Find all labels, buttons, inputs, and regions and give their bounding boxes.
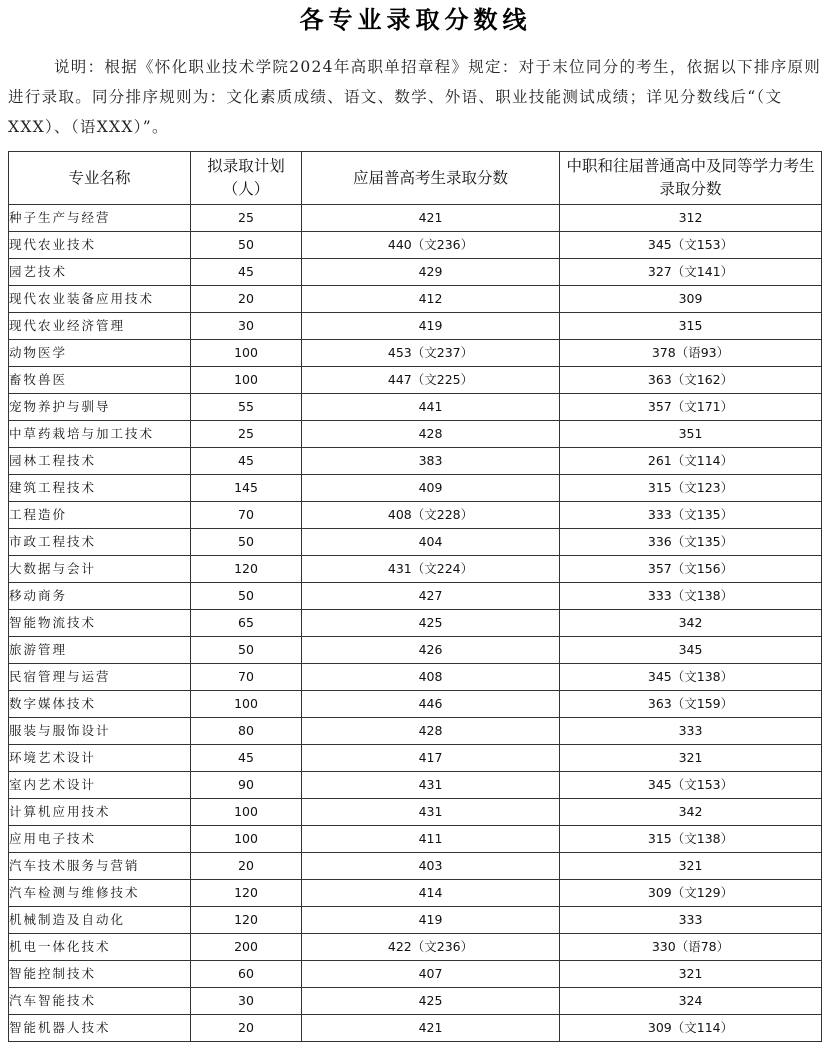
table-row xyxy=(9,880,822,907)
plan-count-cell: 45 xyxy=(191,259,302,286)
fresh-graduate-score-cell: 409 xyxy=(302,475,560,502)
fresh-graduate-score-cell: 447（文225） xyxy=(302,367,560,394)
major-name-cell: 计算机应用技术 xyxy=(9,799,191,826)
fresh-graduate-score-cell: 422（文236） xyxy=(302,934,560,961)
fresh-graduate-score-cell: 404 xyxy=(302,529,560,556)
fresh-graduate-score-cell: 417 xyxy=(302,745,560,772)
vocational-score-cell: 363（文162） xyxy=(560,367,822,394)
major-name-cell: 应用电子技术 xyxy=(9,826,191,853)
fresh-graduate-score-cell: 441 xyxy=(302,394,560,421)
fresh-graduate-score-cell: 425 xyxy=(302,610,560,637)
table-row xyxy=(9,853,822,880)
major-name-cell: 环境艺术设计 xyxy=(9,745,191,772)
fresh-graduate-score-cell: 429 xyxy=(302,259,560,286)
plan-count-cell: 100 xyxy=(191,826,302,853)
plan-count-cell: 70 xyxy=(191,664,302,691)
major-name-cell: 室内艺术设计 xyxy=(9,772,191,799)
vocational-score-cell: 333（文135） xyxy=(560,502,822,529)
fresh-graduate-score-cell: 440（文236） xyxy=(302,232,560,259)
header-fresh-graduate-score: 应届普高考生录取分数 xyxy=(302,152,560,205)
vocational-score-cell: 351 xyxy=(560,421,822,448)
table-row xyxy=(9,907,822,934)
table-row xyxy=(9,475,822,502)
table-row xyxy=(9,637,822,664)
vocational-score-cell: 315（文123） xyxy=(560,475,822,502)
vocational-score-cell: 342 xyxy=(560,799,822,826)
major-name-cell: 移动商务 xyxy=(9,583,191,610)
vocational-score-cell: 321 xyxy=(560,853,822,880)
plan-count-cell: 120 xyxy=(191,907,302,934)
table-row xyxy=(9,367,822,394)
major-name-cell: 数字媒体技术 xyxy=(9,691,191,718)
table-row xyxy=(9,826,822,853)
plan-count-cell: 30 xyxy=(191,988,302,1015)
fresh-graduate-score-cell: 412 xyxy=(302,286,560,313)
vocational-score-cell: 330（语78） xyxy=(560,934,822,961)
vocational-score-cell: 327（文141） xyxy=(560,259,822,286)
table-row xyxy=(9,448,822,475)
vocational-score-cell: 345（文153） xyxy=(560,772,822,799)
major-name-cell: 汽车检测与维修技术 xyxy=(9,880,191,907)
major-name-cell: 旅游管理 xyxy=(9,637,191,664)
major-name-cell: 民宿管理与运营 xyxy=(9,664,191,691)
vocational-score-cell: 315（文138） xyxy=(560,826,822,853)
vocational-score-cell: 378（语93） xyxy=(560,340,822,367)
table-row xyxy=(9,583,822,610)
plan-count-cell: 50 xyxy=(191,583,302,610)
table-row xyxy=(9,934,822,961)
major-name-cell: 畜牧兽医 xyxy=(9,367,191,394)
plan-count-cell: 50 xyxy=(191,232,302,259)
plan-count-cell: 55 xyxy=(191,394,302,421)
plan-count-cell: 20 xyxy=(191,286,302,313)
fresh-graduate-score-cell: 431 xyxy=(302,799,560,826)
fresh-graduate-score-cell: 446 xyxy=(302,691,560,718)
vocational-score-cell: 321 xyxy=(560,961,822,988)
plan-count-cell: 20 xyxy=(191,853,302,880)
vocational-score-cell: 357（文156） xyxy=(560,556,822,583)
vocational-score-cell: 309 xyxy=(560,286,822,313)
fresh-graduate-score-cell: 411 xyxy=(302,826,560,853)
fresh-graduate-score-cell: 421 xyxy=(302,205,560,232)
table-row xyxy=(9,961,822,988)
major-name-cell: 智能物流技术 xyxy=(9,610,191,637)
major-name-cell: 园艺技术 xyxy=(9,259,191,286)
major-name-cell: 种子生产与经营 xyxy=(9,205,191,232)
table-row xyxy=(9,988,822,1015)
plan-count-cell: 100 xyxy=(191,367,302,394)
table-row xyxy=(9,1015,822,1042)
major-name-cell: 宠物养护与驯导 xyxy=(9,394,191,421)
table-row xyxy=(9,394,822,421)
header-major-name: 专业名称 xyxy=(9,152,191,205)
plan-count-cell: 25 xyxy=(191,205,302,232)
fresh-graduate-score-cell: 408 xyxy=(302,664,560,691)
fresh-graduate-score-cell: 427 xyxy=(302,583,560,610)
admission-score-table xyxy=(8,151,822,1042)
table-row xyxy=(9,286,822,313)
fresh-graduate-score-cell: 425 xyxy=(302,988,560,1015)
vocational-score-cell: 333 xyxy=(560,907,822,934)
plan-count-cell: 200 xyxy=(191,934,302,961)
table-row xyxy=(9,502,822,529)
table-row xyxy=(9,772,822,799)
plan-count-cell: 60 xyxy=(191,961,302,988)
plan-count-cell: 45 xyxy=(191,448,302,475)
major-name-cell: 园林工程技术 xyxy=(9,448,191,475)
plan-count-cell: 30 xyxy=(191,313,302,340)
plan-count-cell: 50 xyxy=(191,637,302,664)
major-name-cell: 机电一体化技术 xyxy=(9,934,191,961)
fresh-graduate-score-cell: 428 xyxy=(302,421,560,448)
major-name-cell: 智能控制技术 xyxy=(9,961,191,988)
major-name-cell: 机械制造及自动化 xyxy=(9,907,191,934)
major-name-cell: 汽车智能技术 xyxy=(9,988,191,1015)
table-row xyxy=(9,259,822,286)
fresh-graduate-score-cell: 403 xyxy=(302,853,560,880)
major-name-cell: 市政工程技术 xyxy=(9,529,191,556)
fresh-graduate-score-cell: 431（文224） xyxy=(302,556,560,583)
table-row xyxy=(9,205,822,232)
major-name-cell: 现代农业技术 xyxy=(9,232,191,259)
plan-count-cell: 90 xyxy=(191,772,302,799)
fresh-graduate-score-cell: 414 xyxy=(302,880,560,907)
vocational-score-cell: 345（文153） xyxy=(560,232,822,259)
table-row xyxy=(9,610,822,637)
major-name-cell: 服装与服饰设计 xyxy=(9,718,191,745)
major-name-cell: 中草药栽培与加工技术 xyxy=(9,421,191,448)
fresh-graduate-score-cell: 419 xyxy=(302,907,560,934)
vocational-score-cell: 333（文138） xyxy=(560,583,822,610)
table-row xyxy=(9,529,822,556)
page-title: 各专业录取分数线 xyxy=(299,6,532,34)
plan-count-cell: 100 xyxy=(191,691,302,718)
vocational-score-cell: 315 xyxy=(560,313,822,340)
vocational-score-cell: 321 xyxy=(560,745,822,772)
plan-count-cell: 120 xyxy=(191,880,302,907)
fresh-graduate-score-cell: 428 xyxy=(302,718,560,745)
fresh-graduate-score-cell: 421 xyxy=(302,1015,560,1042)
header-vocational-score: 中职和往届普通高中及同等学力考生录取分数 xyxy=(560,152,822,205)
vocational-score-cell: 342 xyxy=(560,610,822,637)
plan-count-cell: 20 xyxy=(191,1015,302,1042)
vocational-score-cell: 261（文114） xyxy=(560,448,822,475)
table-row xyxy=(9,232,822,259)
vocational-score-cell: 309（文129） xyxy=(560,880,822,907)
plan-count-cell: 70 xyxy=(191,502,302,529)
fresh-graduate-score-cell: 408（文228） xyxy=(302,502,560,529)
major-name-cell: 现代农业装备应用技术 xyxy=(9,286,191,313)
table-row xyxy=(9,421,822,448)
table-row xyxy=(9,745,822,772)
vocational-score-cell: 333 xyxy=(560,718,822,745)
plan-count-cell: 80 xyxy=(191,718,302,745)
table-row xyxy=(9,313,822,340)
plan-count-cell: 65 xyxy=(191,610,302,637)
major-name-cell: 现代农业经济管理 xyxy=(9,313,191,340)
table-row xyxy=(9,691,822,718)
plan-count-cell: 120 xyxy=(191,556,302,583)
vocational-score-cell: 357（文171） xyxy=(560,394,822,421)
explanation-note: 说明：根据《怀化职业技术学院2024年高职单招章程》规定：对于末位同分的考生，依据以下排序原则进行录取。同分排序规则为：文化素质成绩、语文、数学、外语、职业技能测试成绩；详见分数线后“（文XXX）、（语XXX）”。 xyxy=(8,58,822,136)
plan-count-cell: 145 xyxy=(191,475,302,502)
plan-count-cell: 25 xyxy=(191,421,302,448)
table-row xyxy=(9,799,822,826)
vocational-score-cell: 309（文114） xyxy=(560,1015,822,1042)
major-name-cell: 汽车技术服务与营销 xyxy=(9,853,191,880)
major-name-cell: 智能机器人技术 xyxy=(9,1015,191,1042)
fresh-graduate-score-cell: 383 xyxy=(302,448,560,475)
major-name-cell: 工程造价 xyxy=(9,502,191,529)
plan-count-cell: 45 xyxy=(191,745,302,772)
table-row xyxy=(9,556,822,583)
major-name-cell: 大数据与会计 xyxy=(9,556,191,583)
fresh-graduate-score-cell: 419 xyxy=(302,313,560,340)
vocational-score-cell: 336（文135） xyxy=(560,529,822,556)
fresh-graduate-score-cell: 453（文237） xyxy=(302,340,560,367)
fresh-graduate-score-cell: 426 xyxy=(302,637,560,664)
table-header-row xyxy=(9,152,822,205)
plan-count-cell: 100 xyxy=(191,799,302,826)
vocational-score-cell: 363（文159） xyxy=(560,691,822,718)
table-row xyxy=(9,664,822,691)
vocational-score-cell: 345 xyxy=(560,637,822,664)
vocational-score-cell: 324 xyxy=(560,988,822,1015)
plan-count-cell: 50 xyxy=(191,529,302,556)
header-plan-count: 拟录取计划（人） xyxy=(191,152,302,205)
table-row xyxy=(9,340,822,367)
table-row xyxy=(9,718,822,745)
table-body xyxy=(9,205,822,1042)
plan-count-cell: 100 xyxy=(191,340,302,367)
major-name-cell: 动物医学 xyxy=(9,340,191,367)
fresh-graduate-score-cell: 407 xyxy=(302,961,560,988)
vocational-score-cell: 345（文138） xyxy=(560,664,822,691)
vocational-score-cell: 312 xyxy=(560,205,822,232)
major-name-cell: 建筑工程技术 xyxy=(9,475,191,502)
fresh-graduate-score-cell: 431 xyxy=(302,772,560,799)
